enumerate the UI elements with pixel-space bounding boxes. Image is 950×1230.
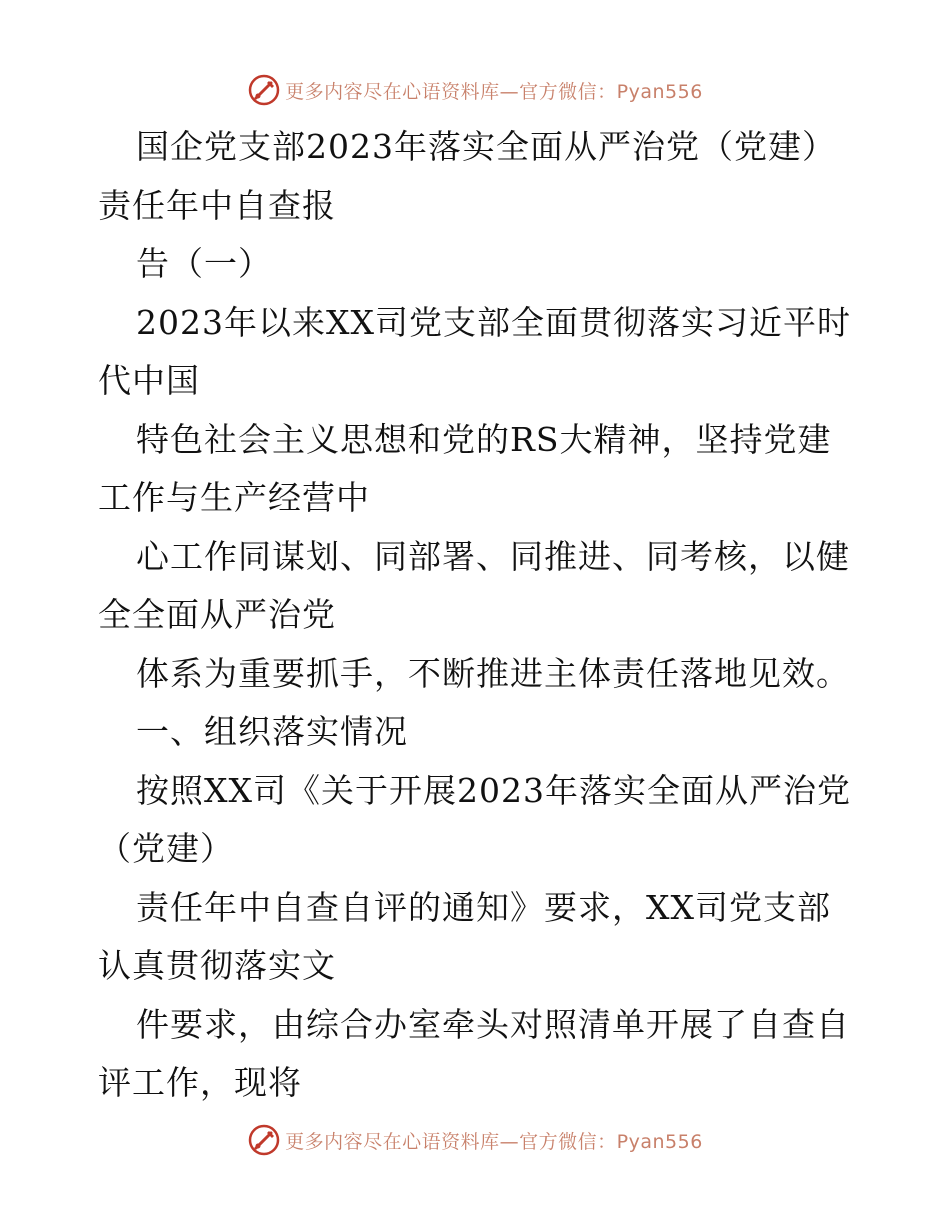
document-line: 评工作，现将 <box>98 1063 302 1102</box>
document-line: 一、组织落实情况 <box>136 712 408 751</box>
document-line: 代中国 <box>98 361 200 400</box>
document-line: 心工作同谋划、同部署、同推进、同考核，以健 <box>136 536 850 576</box>
pen-logo-icon <box>247 1123 281 1157</box>
document-line: （党建） <box>98 829 234 868</box>
footer-banner-text: 更多内容尽在心语资料库—官方微信：Pyan556 <box>285 1130 703 1153</box>
document-line: 责任年中自查报 <box>98 185 336 225</box>
document-line: 责任年中自查自评的通知》要求，XX司党支部 <box>136 887 831 927</box>
header-banner <box>0 70 950 110</box>
document-line: 特色社会主义思想和党的RS大精神，坚持党建 <box>136 419 832 459</box>
document-line: 2023年以来XX司党支部全面贯彻落实习近平时 <box>136 302 851 342</box>
document-line: 工作与生产经营中 <box>98 478 370 517</box>
document-line: 体系为重要抓手，不断推进主体责任落地见效。 <box>136 653 850 693</box>
document-line: 告（一） <box>136 244 272 283</box>
footer-banner <box>0 1120 950 1160</box>
header-banner-text: 更多内容尽在心语资料库—官方微信：Pyan556 <box>285 80 703 103</box>
document-line: 认真贯彻落实文 <box>98 946 336 985</box>
document-line: 国企党支部2023年落实全面从严治党（党建） <box>136 127 836 166</box>
document-body <box>98 118 858 1113</box>
document-line: 按照XX司《关于开展2023年落实全面从严治党 <box>136 770 851 810</box>
document-line: 全全面从严治党 <box>98 595 336 634</box>
document-line: 件要求，由综合办室牵头对照清单开展了自查自 <box>136 1004 850 1044</box>
pen-logo-icon <box>247 73 281 107</box>
